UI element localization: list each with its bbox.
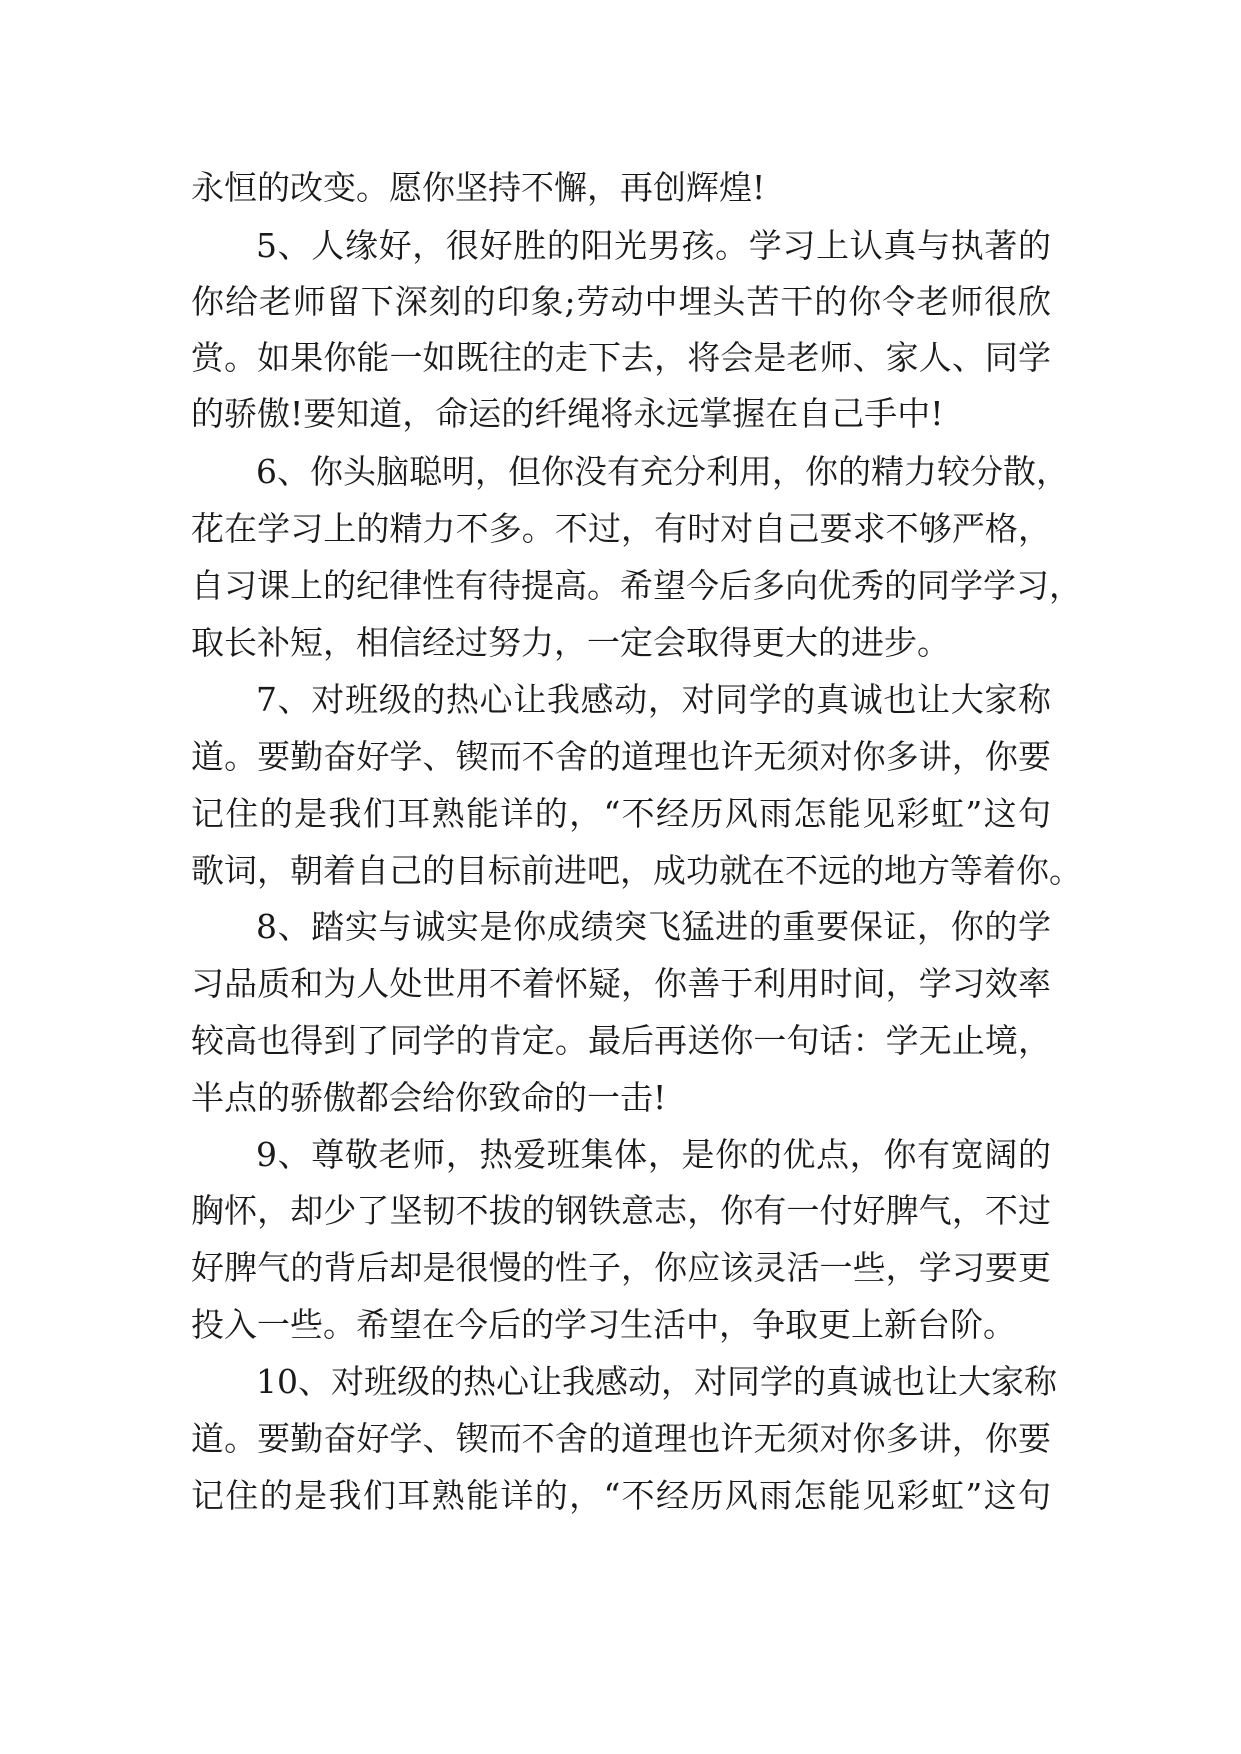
text-line: 道。要勤奋好学、锲而不舍的道理也许无须对你多讲，你要 — [191, 737, 1051, 776]
text-line: 记住的是我们耳熟能详的，“不经历风雨怎能见彩虹”这句 — [191, 1476, 1051, 1515]
text-line: 5、人缘好，很好胜的阳光男孩。学习上认真与执著的 — [256, 226, 1051, 265]
text-line: 道。要勤奋好学、锲而不舍的道理也许无须对你多讲，你要 — [191, 1419, 1051, 1458]
text-line: 投入一些。希望在今后的学习生活中，争取更上新台阶。 — [191, 1305, 1016, 1344]
text-line: 7、对班级的热心让我感动，对同学的真诚也让大家称 — [256, 680, 1051, 719]
text-line: 半点的骄傲都会给你致命的一击! — [191, 1078, 667, 1117]
text-line: 你给老师留下深刻的印象;劳动中埋头苦干的你令老师很欣 — [191, 282, 1051, 321]
text-line: 歌词，朝着自己的目标前进吧，成功就在不远的地方等着你。 — [191, 851, 1082, 890]
text-line: 取长补短，相信经过努力，一定会取得更大的进步。 — [191, 623, 950, 662]
text-line: 的骄傲!要知道，命运的纤绳将永远掌握在自己手中! — [191, 394, 944, 433]
text-line: 10、对班级的热心让我感动，对同学的真诚也让大家称 — [256, 1362, 1057, 1401]
text-line: 习品质和为人处世用不着怀疑，你善于利用时间，学习效率 — [191, 964, 1051, 1003]
text-line: 6、你头脑聪明，但你没有充分利用，你的精力较分散， — [256, 452, 1069, 491]
text-line: 永恒的改变。愿你坚持不懈，再创辉煌! — [191, 168, 766, 207]
text-line: 胸怀，却少了坚韧不拔的钢铁意志，你有一付好脾气，不过 — [191, 1191, 1051, 1230]
text-line: 较高也得到了同学的肯定。最后再送你一句话：学无止境， — [191, 1021, 1051, 1060]
text-line: 花在学习上的精力不多。不过，有时对自己要求不够严格， — [191, 509, 1051, 548]
text-line: 9、尊敬老师，热爱班集体，是你的优点，你有宽阔的 — [256, 1135, 1051, 1174]
text-line: 记住的是我们耳熟能详的，“不经历风雨怎能见彩虹”这句 — [191, 794, 1051, 833]
text-line: 好脾气的背后却是很慢的性子，你应该灵活一些，学习要更 — [191, 1248, 1051, 1287]
text-line: 赏。如果你能一如既往的走下去，将会是老师、家人、同学 — [191, 338, 1051, 377]
text-line: 自习课上的纪律性有待提高。希望今后多向优秀的同学学习， — [191, 566, 1082, 605]
text-line: 8、踏实与诚实是你成绩突飞猛进的重要保证，你的学 — [256, 907, 1051, 946]
